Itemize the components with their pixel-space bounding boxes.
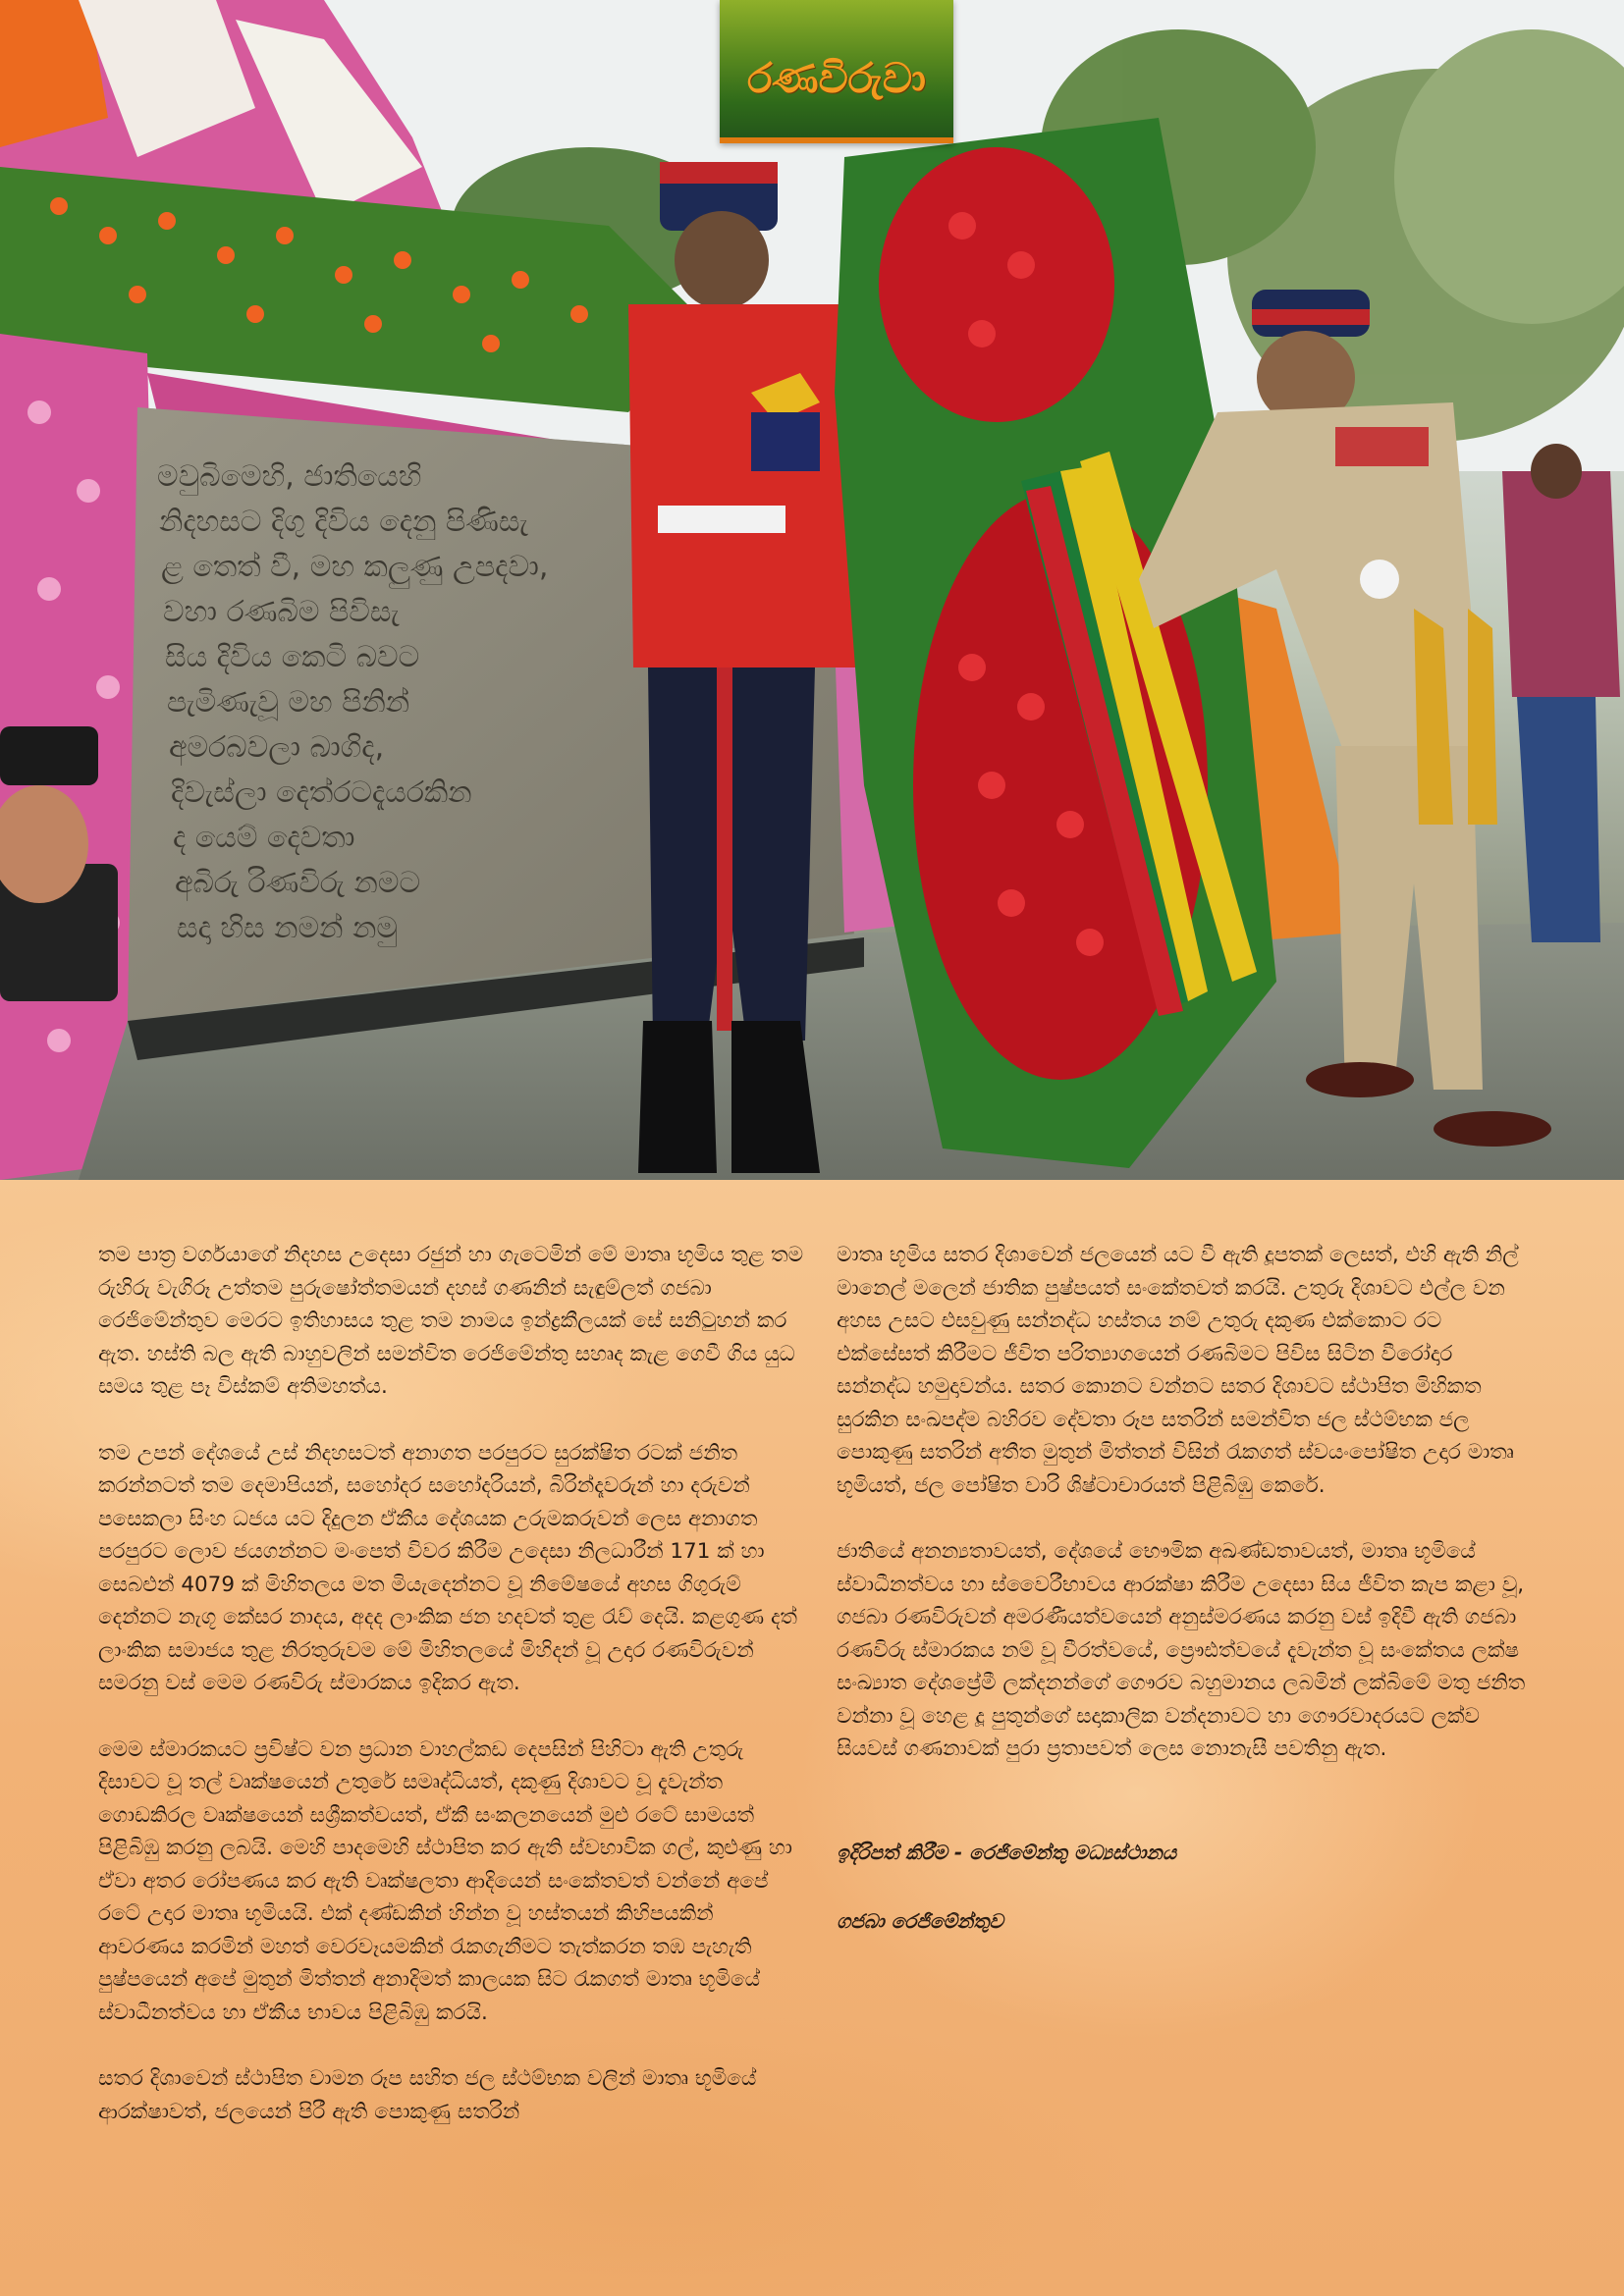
inscription-line: නිදහසට දිගු දිවිය දෙනු පිණිසැ (159, 505, 528, 539)
credit-line-regiment: ගජබා රෙජිමේන්තුව (837, 1908, 1003, 1933)
inscription-line: අමරබවලා බාගිද, (169, 730, 385, 765)
magazine-badge (720, 0, 953, 143)
inscription-line: පැමිණැවූ මහ පිනින් (167, 685, 410, 720)
inscription-line: ළ තෙත් වී, මහ කලුණු උපදවා, (161, 550, 549, 584)
inscription-line: මවුබිමෙහි, ජාතියෙහි (157, 459, 422, 494)
article-paragraph: සතර දිශාවෙන් ස්ථාපිත වාමන රූප සහිත ජල ස්ථම්භක වලින් මාතෘ භූමියේ ආරක්ෂාවත්, ජලයෙන් පිරී ඇති පොකුණු සතරින් (98, 2066, 757, 2124)
article-paragraph: ජාතියේ අනන්‍යතාවයත්, දේශයේ භෞමික අඛණ්ඩතාවයත්, මාතෘ භූමියේ ස්වාධීනත්වය හා ස්වෛරීභාවය ආරක්ෂා කිරීම උදෙසා සිය ජීවිත කැප කළා වූ, ගජබා රණවිරුවන් අමරණීයත්වයෙන් අනුස්මරණය කරනු වස් ඉදිවී ඇති ගජබා රණවිරු ස්මාරකය නම් වූ වීරත්වයේ, ප්‍රෞඪත්වයේ දැවැන්ත වූ සංකේතය ලක්ෂ සංඛ්‍යාත දේශප්‍රේමී ලක්දනන්ගේ ගෞරව බහුමානය ලබමින් ලක්බිමේ මතු ජනිත වන්නා වූ හෙළ දූ පුතුන්ගේ සදාකාලික වන්දනාවට හා ගෞරවාදරයට ලක්ව සියවස් ගණනාවක් පුරා ප්‍රතාපවත් ලෙස නොනැසී පවතිනු ඇත. (837, 1539, 1526, 1761)
badge-title: රණවිරුවා (747, 54, 926, 102)
article-column-right (837, 1239, 1526, 1972)
inscription-line: අබිරු රිණවිරු නමට (175, 866, 421, 900)
inscription-line: දිවැස්ලා දෙත්රටදැයරකින (171, 775, 472, 810)
article-paragraph: තම උපන් දේශයේ උස් නිදහසටත් අනාගත පරපුරට සුරක්ෂිත රටක් ජනිත කරන්නටත් තම දෙමාපියන්, සහෝදර සහෝදරියන්, බිරින්දෑවරුන් හා දරුවන් පසෙකලා සිංහ ධජය යට දිදුලන ඒකීය දේශයක උරුමකරුවන් ලෙස අනාගත පරපුරට ලොව ජයගන්නට මංපෙත් විවර කිරීම උදෙසා නිලධාරීන් 171 ක් හා සෙබළුන් 4079 ක් මිහිතලය මත මියැදෙන්නට වූ නිමේෂයේ අහස ගිගුරුම් දෙන්නට නැගූ කේසර නාදය, අදද ලාංකික ජන හදවත් තුළ රැව් දෙයි. කළගුණ දත් ලාංකික සමාජය තුළ නිරතුරුවම මේ මිහිතලයේ මිහිදන් වූ උදාර රණවිරුවන් සමරනු වස් මෙම රණවිරු ස්මාරකය ඉදිකර ඇත. (98, 1440, 798, 1695)
inscription-line: වහා රණබිම පිවිසැ (163, 595, 400, 629)
inscription-line: සිය දිවිය කෙටි බවට (165, 640, 420, 674)
inscription-line: ද යෙම් දෙවතා (173, 821, 355, 855)
article-paragraph: මාතෘ භූමිය සතර දිශාවෙන් ජලයෙන් යට වී ඇති දූපතක් ලෙසත්, එහි ඇති නිල් මානෙල් මලෙන් ජාතික පුෂ්පයත් සංකේතවත් කරයි. උතුරු දිශාවට එල්ල වන අහස උසට එසවුණු සන්නද්ධ හස්තය නම් උතුරු දකුණ එක්කොට රට එක්සේසත් කිරීමට ජීවිත පරිත්‍යාගයෙන් රණබිමට පිවිස සිටින වීරෝදාර සන්නද්ධ හමුදාවන්ය. සතර කොනට වන්නට සතර දිශාවට ස්ථාපිත මිහිකත සුරකින සංඛපද්ම බහිරව දේවතා රූප සතරින් සමන්විත ජල ස්ථම්භක ජල පොකුණු සතරින් අතීත මුතුන් මිත්තන් විසින් රැකගත් ස්වයංපෝෂිත උදාර මාතෘ භූමියත්, ජල පෝෂිත වාරි ශිෂ්ටාචාරයත් පිළිබිඹු කෙරේ. (837, 1243, 1519, 1498)
article-paragraph: මෙම ස්මාරකයට ප්‍රවිෂ්ට වන ප්‍රධාන වාහල්කඩ දෙපසින් පිහිටා ඇති උතුරු දිසාවට වූ තල් වෘක්ෂයෙන් උතුරේ සමෘද්ධියත්, දකුණු දිශාවට වූ දැවැන්ත ගොඩකිරල වෘක්ෂයෙන් සශ්‍රීකත්වයත්, ඒකී සංකලනයෙන් මුළු රටේ සාමයත් පිළිබිඹු කරනු ලබයි. මෙහි පාදමෙහි ස්ථාපිත කර ඇති ස්වභාවික ගල්, කුළුණු හා ඒවා අතර රෝපණය කර ඇති වෘක්ෂලතා ආදියෙන් සංකේතවත් වන්නේ අපේ රටේ උදාර මාතෘ භූමියයි. එක් දණ්ඩකින් හින්න වූ හස්තයන් කිහිපයකින් ආවරණය කරමින් මහත් වෙරවෑයමකින් රැකගැනීමට තැත්කරන තඹ පැහැති පුෂ්පයෙන් අපේ මුතුන් මිත්තන් අනාදිමත් කාලයක සිට රැකගත් මාතෘ භූමියේ ස්වාධීනත්වය හා ඒකීය භාවය පිළිබිඹු කරයි. (98, 1736, 792, 2025)
credit-line-presented-by: ඉදිරිපත් කිරීම - රෙජිමේන්තු මධ්‍යස්ථානය (837, 1840, 1177, 1864)
article-column-left (98, 1239, 805, 2162)
photographer-right (1502, 444, 1620, 942)
inscription-line: සදා හිස නමන් නමු (177, 911, 398, 945)
article-body (0, 1180, 1624, 2296)
spacer (837, 1799, 1526, 1835)
article-paragraph: තම පාත්‍ර වර්ගයාගේ නිදහස උදෙසා රජුන් හා ගැටෙමින් මේ මාතෘ භූමිය තුළ තම රුහිරු වැගිරූ උත්තම පුරුෂෝත්තමයන් දහස් ගණනින් සැඳුම්ලත් ගජබා රෙජිමේන්තුව මෙරට ඉතිහාසය තුළ තම නාමය ඉන්ද්‍රකීලයක් සේ සනිටුහන් කර ඇත. හස්ති බල ඇති බාහුවලින් සමන්විත රෙජිමේන්තු සහෘද කැළ ගෙවී ගිය යුධ සමය තුළ පෑ විස්කම් අතිමහත්ය. (98, 1243, 804, 1399)
